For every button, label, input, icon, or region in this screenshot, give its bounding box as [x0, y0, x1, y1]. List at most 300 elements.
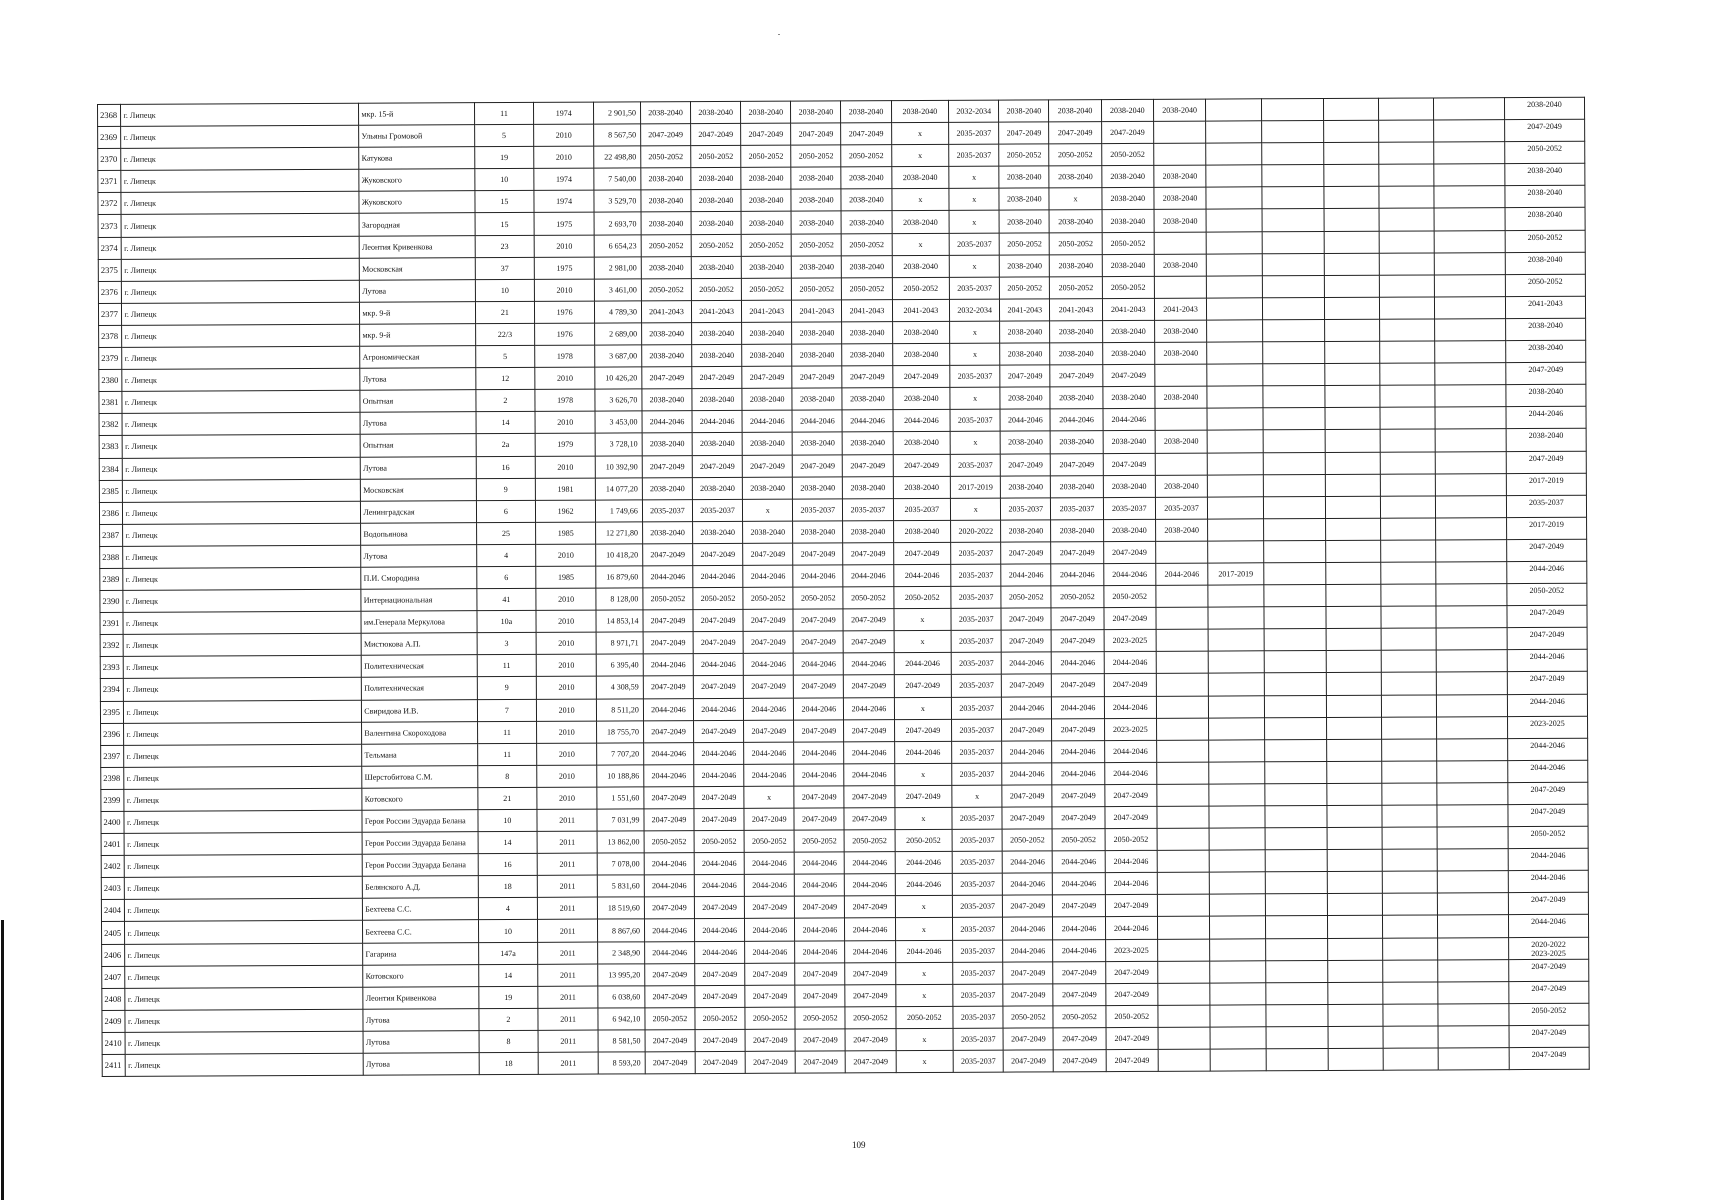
repair-period-cell	[1209, 762, 1265, 784]
repair-period-cell: 2038-2040	[1155, 386, 1207, 408]
repair-period-cell: 2047-2049	[844, 786, 894, 808]
repair-period-cell: 2050-2052	[1000, 277, 1050, 299]
repair-period-cell	[1262, 231, 1324, 253]
row-number-cell: 2390	[100, 590, 124, 612]
repair-period-cell	[1210, 1049, 1266, 1071]
repair-period-cell	[1325, 518, 1381, 540]
repair-period-cell: 2050-2052	[1052, 829, 1104, 851]
repair-period-cell	[1261, 165, 1323, 187]
repair-period-cell: x	[894, 631, 952, 653]
repair-period-cell	[1265, 938, 1327, 960]
repair-period-cell: 2047-2049	[1103, 453, 1155, 475]
repair-period-cell: 2038-2040	[1155, 342, 1207, 364]
repair-period-cell	[1264, 783, 1326, 805]
build-year-cell: 2010	[537, 721, 597, 743]
build-year-cell: 2010	[537, 743, 597, 765]
repair-period-cell: 2038-2040	[842, 388, 892, 410]
repair-period-cell: 2038-2040	[1102, 188, 1154, 210]
build-year-cell: 1974	[534, 102, 594, 124]
repair-period-cell	[1157, 806, 1209, 828]
repair-period-cell: 2044-2046	[742, 410, 792, 432]
repair-period-cell	[1154, 276, 1206, 298]
repair-period-cell: 2038-2040	[742, 388, 792, 410]
repair-period-cell: 2047-2049	[1001, 630, 1051, 652]
city-cell: г. Липецк	[123, 501, 361, 524]
repair-period-cell: 2035-2037	[893, 498, 951, 520]
build-year-cell: 1974	[534, 168, 594, 190]
floor-area-cell: 3 728,10	[595, 433, 642, 455]
repair-period-cell: 2047-2049	[794, 719, 844, 741]
repair-period-cell: x	[744, 786, 794, 808]
repair-period-cell: 2035-2037	[1103, 497, 1155, 519]
repair-period-cell: 2050-2052	[694, 830, 744, 852]
street-cell: Интернациональная	[361, 589, 476, 612]
repair-period-cell: 2044-2046	[1050, 409, 1102, 431]
house-number-cell: 5	[474, 124, 534, 146]
repair-period-cell	[1208, 541, 1264, 563]
street-cell: Лутова	[360, 279, 475, 302]
street-cell: Катукова	[359, 147, 474, 170]
repair-period-cell	[1264, 585, 1326, 607]
city-cell: г. Липецк	[125, 1031, 363, 1054]
row-number-cell: 2411	[102, 1054, 126, 1076]
repair-period-cell: 2038-2040	[640, 102, 690, 124]
repair-period-cell: 2038-2040	[1049, 166, 1101, 188]
repair-period-cell: 2035-2037	[953, 1006, 1003, 1028]
street-cell: Опытная	[360, 390, 475, 413]
repair-period-cell: 2035-2037	[952, 741, 1002, 763]
house-number-cell: 11	[474, 102, 534, 124]
repair-period-cell	[1262, 297, 1324, 319]
row-number-cell: 2396	[101, 723, 125, 745]
repair-period-cell: x	[895, 984, 953, 1006]
repair-period-cell: 2044-2046	[1051, 564, 1103, 586]
repair-period-cell	[1380, 451, 1436, 473]
repair-period-cell: 2032-2034	[949, 100, 999, 122]
repair-period-cell: 2047-2049	[643, 720, 693, 742]
repair-period-cell	[1382, 827, 1438, 849]
repair-period-cell: 2044-2046	[1105, 873, 1157, 895]
repair-period-cell: 2050-2052	[1102, 276, 1154, 298]
street-cell: Жуковского	[359, 191, 474, 214]
repair-period-cell	[1265, 828, 1327, 850]
repair-period-cell	[1383, 982, 1439, 1004]
repair-period-cell: 2047-2049	[845, 984, 895, 1006]
floor-area-cell: 4 308,59	[596, 676, 643, 698]
repair-period-cell: 2047-2049	[642, 367, 692, 389]
build-year-cell: 2011	[538, 920, 598, 942]
repair-period-cell	[1158, 939, 1210, 961]
floor-area-cell: 3 461,00	[594, 279, 641, 301]
repair-period-cell: 2047-2049	[645, 1052, 695, 1074]
street-cell: Московская	[360, 257, 475, 280]
repair-period-cell: 2038-2040	[841, 167, 891, 189]
repair-period-cell: 2044-2046	[893, 564, 951, 586]
repair-period-cell: 2047-2049	[1105, 806, 1157, 828]
repair-period-cell	[1327, 982, 1383, 1004]
repair-period-cell: 2038-2040	[999, 100, 1049, 122]
repair-period-cell: 2038-2040	[891, 100, 949, 122]
repair-period-cell: x	[949, 188, 999, 210]
repair-period-cell: 2047-2049	[645, 985, 695, 1007]
repair-period-cell: 2038-2040	[691, 101, 741, 123]
house-number-cell: 15	[474, 191, 534, 213]
repair-period-cell	[1262, 275, 1324, 297]
repair-period-cell	[1156, 674, 1208, 696]
city-cell: г. Липецк	[124, 744, 362, 767]
repair-period-cell	[1262, 364, 1324, 386]
house-number-cell: 11	[477, 743, 537, 765]
repair-period-cell: 2047-2049	[643, 543, 693, 565]
repair-period-cell: x	[895, 918, 953, 940]
build-year-cell: 2011	[537, 831, 597, 853]
repair-period-cell: 2044-2046	[1002, 851, 1052, 873]
city-cell: г. Липецк	[123, 545, 361, 568]
repair-period-cell	[1380, 385, 1436, 407]
repair-period-cell: 2047-2049	[745, 896, 795, 918]
repair-period-cell	[1157, 762, 1209, 784]
repair-period-cell: 2038-2040	[742, 344, 792, 366]
row-number-cell: 2402	[101, 856, 125, 878]
house-number-cell: 10а	[477, 611, 537, 633]
repair-period-cell: x	[949, 211, 999, 233]
repair-period-cell	[1436, 562, 1506, 584]
repair-period-cell	[1266, 1004, 1328, 1026]
repair-period-cell: 2044-2046	[1052, 740, 1104, 762]
repair-period-cell	[1207, 452, 1263, 474]
floor-area-cell: 4 789,30	[594, 301, 641, 323]
repair-period-cell: 2047-2049	[1052, 674, 1104, 696]
repair-period-cell	[1210, 938, 1266, 960]
repair-period-cell: 2047-2049	[694, 720, 744, 742]
repair-period-cell: 2044-2046	[845, 852, 895, 874]
street-cell: Московская	[361, 478, 476, 501]
repair-period-cell: 2050-2052	[1050, 232, 1102, 254]
street-cell: Мистюкова А.П.	[361, 633, 476, 656]
repair-period-cell	[1381, 717, 1437, 739]
house-number-cell: 10	[475, 279, 535, 301]
street-cell: Агрономическая	[360, 346, 475, 369]
floor-area-cell: 7 540,00	[594, 168, 641, 190]
repair-period-cell: 2035-2037	[949, 144, 999, 166]
repair-period-cell: 2035-2037	[843, 498, 893, 520]
city-cell: г. Липецк	[123, 435, 361, 458]
repair-period-cell: 2035-2037	[952, 697, 1002, 719]
repair-period-cell: 2038-2040	[1103, 519, 1155, 541]
build-year-cell: 2010	[536, 588, 596, 610]
repair-period-cell	[1379, 297, 1435, 319]
repair-period-cell	[1381, 584, 1437, 606]
repair-period-cell: x	[950, 343, 1000, 365]
final-period-cell: 2044-2046	[1507, 650, 1587, 672]
repair-period-cell: 2047-2049	[1101, 121, 1153, 143]
repair-period-cell: 2038-2040	[841, 189, 891, 211]
repair-period-cell: 2050-2052	[1104, 585, 1156, 607]
repair-period-cell: 2047-2049	[795, 1051, 845, 1073]
repair-period-cell: 2047-2049	[1051, 541, 1103, 563]
city-cell: г. Липецк	[124, 766, 362, 789]
street-cell: Лутова	[360, 368, 475, 391]
repair-period-cell: 2038-2040	[741, 256, 791, 278]
repair-period-cell: 2038-2040	[641, 190, 691, 212]
repair-period-cell: x	[1049, 188, 1101, 210]
repair-period-cell	[1438, 959, 1508, 981]
repair-period-cell: 2047-2049	[1053, 961, 1105, 983]
city-cell: г. Липецк	[122, 258, 360, 281]
row-number-cell: 2399	[101, 789, 125, 811]
repair-period-cell: 2047-2049	[1053, 983, 1105, 1005]
repair-period-cell	[1323, 98, 1379, 120]
final-period-cell: 2047-2049	[1507, 605, 1587, 627]
repair-period-cell: 2032-2034	[950, 299, 1000, 321]
build-year-cell: 2010	[537, 765, 597, 787]
repair-period-cell: 2044-2046	[693, 654, 743, 676]
repair-period-cell	[1262, 253, 1324, 275]
repair-period-cell: 2047-2049	[1002, 785, 1052, 807]
repair-period-cell	[1325, 474, 1381, 496]
repair-period-cell: 2044-2046	[745, 941, 795, 963]
repair-period-cell	[1378, 98, 1434, 120]
final-period-cell: 2047-2049	[1507, 672, 1587, 694]
street-cell: Героя России Эдуарда Белана	[362, 832, 477, 855]
repair-period-cell: 2035-2037	[953, 962, 1003, 984]
repair-period-cell: 2044-2046	[1103, 409, 1155, 431]
repair-period-cell: 2038-2040	[1051, 519, 1103, 541]
floor-area-cell: 8 128,00	[596, 588, 643, 610]
final-period-cell: 2050-2052	[1507, 583, 1587, 605]
repair-period-cell: 2044-2046	[743, 653, 793, 675]
repair-period-cell	[1266, 1026, 1328, 1048]
floor-area-cell: 12 271,80	[596, 522, 643, 544]
house-number-cell: 21	[475, 301, 535, 323]
repair-period-cell: 2035-2037	[949, 233, 999, 255]
row-number-cell: 2381	[99, 392, 123, 414]
repair-period-cell: 2047-2049	[794, 786, 844, 808]
street-cell: Политехническая	[362, 677, 477, 700]
repair-period-cell	[1325, 562, 1381, 584]
final-period-cell: 2038-2040	[1504, 97, 1584, 119]
final-period-cell: 2047-2049	[1509, 1025, 1589, 1047]
row-number-cell: 2392	[100, 635, 124, 657]
repair-period-cell: 2038-2040	[999, 166, 1049, 188]
repair-period-cell: 2038-2040	[1102, 320, 1154, 342]
floor-area-cell: 13 862,00	[597, 831, 644, 853]
row-number-cell: 2379	[99, 347, 123, 369]
repair-period-cell	[1265, 872, 1327, 894]
repair-period-cell: 2044-2046	[1104, 740, 1156, 762]
row-number-cell: 2393	[100, 657, 124, 679]
row-number-cell: 2388	[100, 546, 124, 568]
row-number-cell: 2391	[100, 613, 124, 635]
repair-period-cell: 2038-2040	[642, 433, 692, 455]
repair-period-cell: 2038-2040	[892, 211, 950, 233]
repair-period-cell: 2047-2049	[743, 676, 793, 698]
repair-period-cell: 2047-2049	[694, 897, 744, 919]
repair-period-cell	[1261, 143, 1323, 165]
row-number-cell: 2394	[100, 679, 124, 701]
repair-period-cell	[1206, 187, 1262, 209]
row-number-cell: 2380	[99, 370, 123, 392]
repair-period-cell	[1157, 894, 1209, 916]
house-number-cell: 16	[476, 456, 536, 478]
repair-period-cell: 2038-2040	[1103, 475, 1155, 497]
house-number-cell: 147а	[478, 942, 538, 964]
build-year-cell: 2011	[538, 986, 598, 1008]
repair-period-cell	[1328, 1048, 1384, 1070]
floor-area-cell: 18 755,70	[597, 720, 644, 742]
repair-period-cell: 2047-2049	[795, 1029, 845, 1051]
city-cell: г. Липецк	[124, 678, 362, 701]
repair-period-cell: 2047-2049	[795, 963, 845, 985]
city-cell: г. Липецк	[123, 567, 361, 590]
floor-area-cell: 2 348,90	[598, 941, 645, 963]
final-period-cell: 2047-2049	[1508, 782, 1588, 804]
house-number-cell: 10	[477, 809, 537, 831]
repair-period-cell	[1379, 231, 1435, 253]
row-number-cell: 2374	[98, 237, 122, 259]
repair-period-cell	[1209, 850, 1265, 872]
repair-period-cell: 2038-2040	[1000, 321, 1050, 343]
street-cell: Тельмана	[362, 743, 477, 766]
repair-period-cell	[1154, 232, 1206, 254]
repair-period-cell	[1155, 453, 1207, 475]
repair-period-cell	[1264, 695, 1326, 717]
repair-period-cell	[1326, 695, 1382, 717]
repair-period-cell: 2038-2040	[1154, 210, 1206, 232]
repair-period-cell	[1324, 297, 1380, 319]
repair-period-cell: 2044-2046	[794, 852, 844, 874]
repair-period-cell	[1158, 1049, 1210, 1071]
repair-period-cell: 2050-2052	[841, 145, 891, 167]
repair-period-cell: 2050-2052	[691, 278, 741, 300]
city-cell: г. Липецк	[122, 390, 360, 413]
repair-period-cell	[1157, 828, 1209, 850]
repair-period-cell: 2047-2049	[1105, 961, 1157, 983]
floor-area-cell: 10 392,90	[595, 455, 642, 477]
house-number-cell: 9	[476, 478, 536, 500]
repair-period-cell: 2050-2052	[793, 587, 843, 609]
street-cell: Лутова	[361, 545, 476, 568]
repair-period-cell: 2047-2049	[744, 720, 794, 742]
repair-period-cell: 2047-2049	[793, 543, 843, 565]
repair-period-cell	[1381, 650, 1437, 672]
repair-period-cell: 2035-2037	[951, 564, 1001, 586]
repair-period-cell	[1379, 164, 1435, 186]
repair-period-cell	[1208, 496, 1264, 518]
repair-period-cell: 2047-2049	[1003, 1050, 1053, 1072]
repair-period-cell	[1383, 1004, 1439, 1026]
row-number-cell: 2389	[100, 568, 124, 590]
build-year-cell: 1979	[535, 433, 595, 455]
row-number-cell: 2370	[98, 149, 122, 171]
build-year-cell: 2010	[536, 632, 596, 654]
city-cell: г. Липецк	[121, 214, 359, 237]
repair-period-cell: 2044-2046	[744, 852, 794, 874]
repair-period-cell	[1327, 916, 1383, 938]
repair-period-cell	[1383, 938, 1439, 960]
repair-period-cell: 2035-2037	[951, 675, 1001, 697]
repair-period-cell: 2050-2052	[844, 830, 894, 852]
repair-period-cell: 2047-2049	[695, 1029, 745, 1051]
repair-period-cell: 2050-2052	[843, 587, 893, 609]
city-cell: г. Липецк	[124, 633, 362, 656]
repair-period-cell: 2044-2046	[795, 874, 845, 896]
repair-period-cell: 2044-2046	[844, 697, 894, 719]
repair-period-cell	[1327, 894, 1383, 916]
floor-area-cell: 1 749,66	[595, 500, 642, 522]
repair-period-cell: 2038-2040	[1102, 210, 1154, 232]
repair-period-cell	[1380, 319, 1436, 341]
repair-period-cell: 2047-2049	[893, 454, 951, 476]
repair-period-cell	[1438, 915, 1508, 937]
repair-period-cell: 2035-2037	[951, 542, 1001, 564]
repair-period-cell	[1438, 981, 1508, 1003]
repair-period-cell: 2044-2046	[1052, 696, 1104, 718]
build-year-cell: 2011	[537, 853, 597, 875]
street-cell: Гагарина	[363, 942, 478, 965]
repair-period-cell: 2038-2040	[1049, 210, 1101, 232]
repair-period-cell: 2044-2046	[844, 741, 894, 763]
repair-period-cell: 2035-2037	[1001, 498, 1051, 520]
repair-period-cell: x	[949, 255, 999, 277]
repair-period-cell: 2038-2040	[692, 322, 742, 344]
repair-period-cell: 2044-2046	[1002, 741, 1052, 763]
final-period-cell: 2038-2040	[1505, 208, 1585, 230]
scan-speck	[778, 34, 780, 35]
repair-period-cell: 2044-2046	[642, 411, 692, 433]
repair-period-cell: 2038-2040	[641, 256, 691, 278]
repair-period-cell: 2044-2046	[1053, 939, 1105, 961]
repair-period-cell	[1263, 386, 1325, 408]
final-period-cell: 2038-2040	[1505, 186, 1585, 208]
build-year-cell: 1981	[536, 478, 596, 500]
repair-period-cell: 2044-2046	[1052, 762, 1104, 784]
repair-period-cell: 2038-2040	[893, 520, 951, 542]
final-period-cell: 2047-2049	[1506, 451, 1586, 473]
repair-period-cell: x	[891, 122, 949, 144]
city-cell: г. Липецк	[124, 700, 362, 723]
floor-area-cell: 2 693,70	[594, 212, 641, 234]
repair-period-cell: 2038-2040	[1050, 254, 1102, 276]
repair-period-cell	[1325, 430, 1381, 452]
city-cell: г. Липецк	[125, 943, 363, 966]
repair-period-cell: 2017-2019	[950, 476, 1000, 498]
repair-period-cell	[1382, 783, 1438, 805]
repair-period-cell: 2047-2049	[791, 123, 841, 145]
repair-period-cell: 2038-2040	[1051, 475, 1103, 497]
repair-period-cell	[1263, 562, 1325, 584]
repair-period-cell	[1323, 187, 1379, 209]
build-year-cell: 2011	[538, 1030, 598, 1052]
repair-period-cell	[1265, 894, 1327, 916]
repair-period-cell: 2035-2037	[950, 454, 1000, 476]
floor-area-cell: 7 078,00	[597, 853, 644, 875]
floor-area-cell: 8 867,60	[597, 919, 644, 941]
final-period-cell: 2038-2040	[1506, 340, 1586, 362]
repair-period-cell: 2044-2046	[1002, 763, 1052, 785]
repair-period-cell: 2035-2037	[793, 499, 843, 521]
street-cell: Леонтия Кривенкова	[359, 235, 474, 258]
house-number-cell: 23	[475, 235, 535, 257]
repair-period-cell	[1324, 231, 1380, 253]
repair-period-cell	[1265, 850, 1327, 872]
city-cell: г. Липецк	[125, 965, 363, 988]
repair-period-cell: 2041-2043	[641, 300, 691, 322]
floor-area-cell: 8 511,20	[596, 698, 643, 720]
repair-period-cell: 2044-2046	[745, 919, 795, 941]
floor-area-cell: 7 707,20	[597, 743, 644, 765]
repair-period-cell	[1438, 937, 1508, 959]
